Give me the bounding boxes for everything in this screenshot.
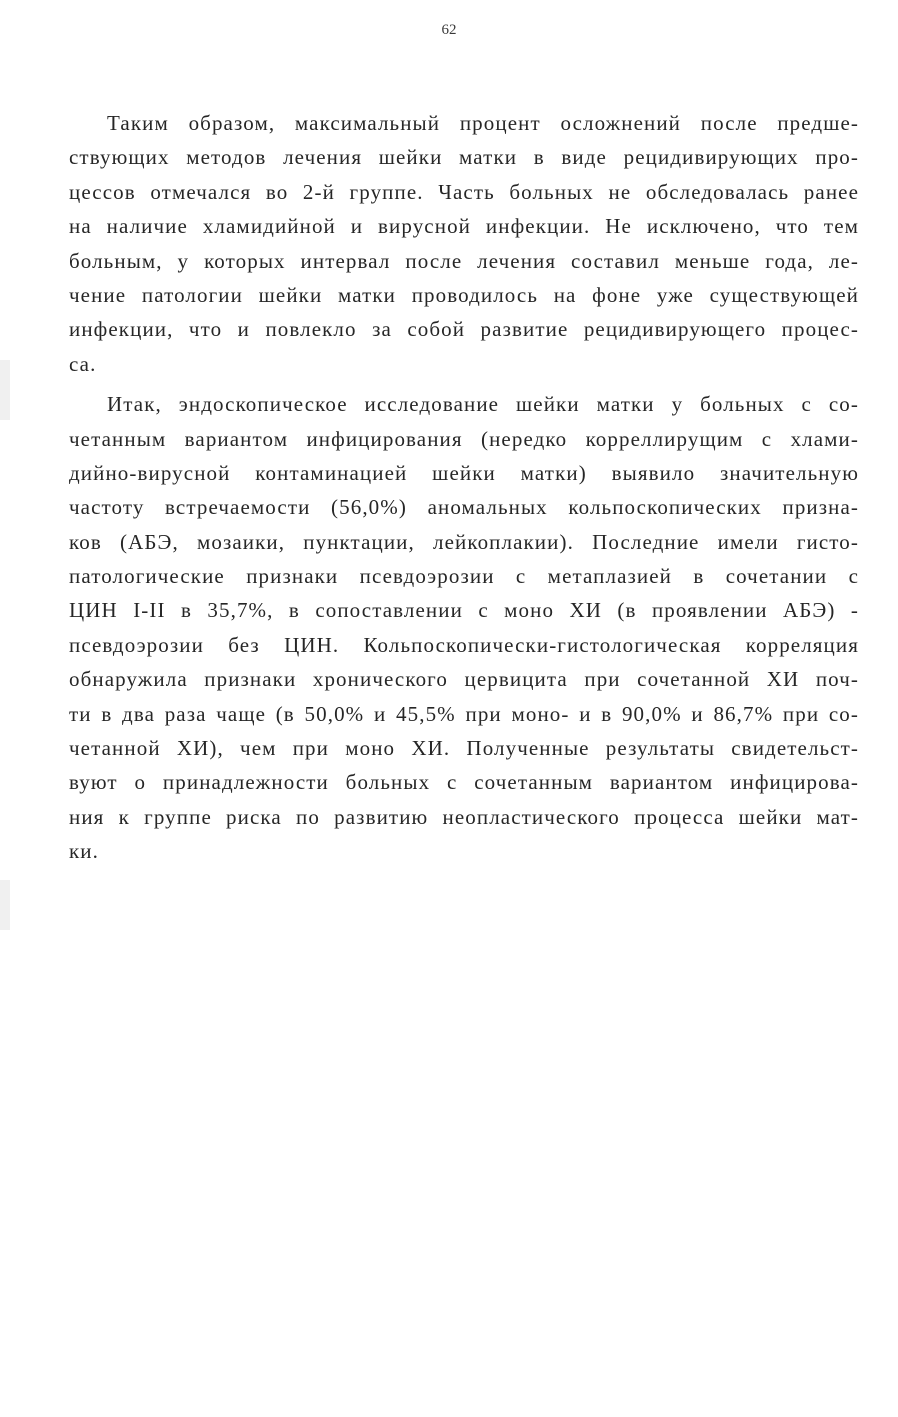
text-line: обнаружила признаки хронического цервицита при сочетанной ХИ поч- [69, 667, 859, 692]
text-line: инфекции, что и повлекло за собой развитие рецидивирующего процес- [69, 317, 859, 342]
text-line: ствующих методов лечения шейки матки в виде рецидивирующих про- [69, 145, 859, 170]
text-line: четанным вариантом инфицирования (нередко корреллирущим с хлами- [69, 426, 859, 451]
page-number: 62 [441, 22, 457, 38]
paragraph [69, 387, 859, 868]
text-line: чение патологии шейки матки проводилось на фоне уже существующей [69, 282, 859, 307]
text-line: ЦИН I-II в 35,7%, в сопоставлении с моно ХИ (в проявлении АБЭ) - [69, 598, 859, 623]
text-line: четанной ХИ), чем при моно ХИ. Полученные результаты свидетельст- [69, 736, 859, 761]
text-line: псевдоэрозии без ЦИН. Кольпоскопически-гистологическая корреляция [69, 632, 859, 657]
paragraph [69, 106, 859, 381]
text-line: вуют о принадлежности больных с сочетанным вариантом инфицирова- [69, 770, 859, 795]
text-line: Таким образом, максимальный процент осложнений после предше- [107, 111, 859, 135]
text-line: Итак, эндоскопическое исследование шейки матки у больных с со- [107, 392, 859, 417]
text-line: са. [69, 351, 97, 376]
text-line: ния к группе риска по развитию неопластического процесса шейки мат- [69, 804, 859, 829]
text-line: на наличие хламидийной и вирусной инфекции. Не исключено, что тем [69, 214, 859, 239]
text-line: больным, у которых интервал после лечения составил меньше года, ле- [69, 248, 859, 273]
text-line: ки. [69, 839, 99, 864]
text-line: цессов отмечался во 2-й группе. Часть больных не обследовалась ранее [69, 179, 859, 204]
text-line: частоту встречаемости (56,0%) аномальных кольпоскопических призна- [69, 495, 859, 520]
text-line: ков (АБЭ, мозаики, пунктации, лейкоплакии). Последние имели гисто- [69, 529, 859, 554]
text-line: ти в два раза чаще (в 50,0% и 45,5% при моно- и в 90,0% и 86,7% при со- [69, 701, 859, 726]
scan-edge-mark [0, 360, 10, 420]
text-line: патологические признаки псевдоэрозии с метаплазией в сочетании с [69, 564, 859, 589]
scan-edge-mark [0, 880, 10, 930]
text-line: дийно-вирусной контаминацией шейки матки) выявило значительную [69, 460, 859, 485]
document-body [69, 106, 859, 869]
